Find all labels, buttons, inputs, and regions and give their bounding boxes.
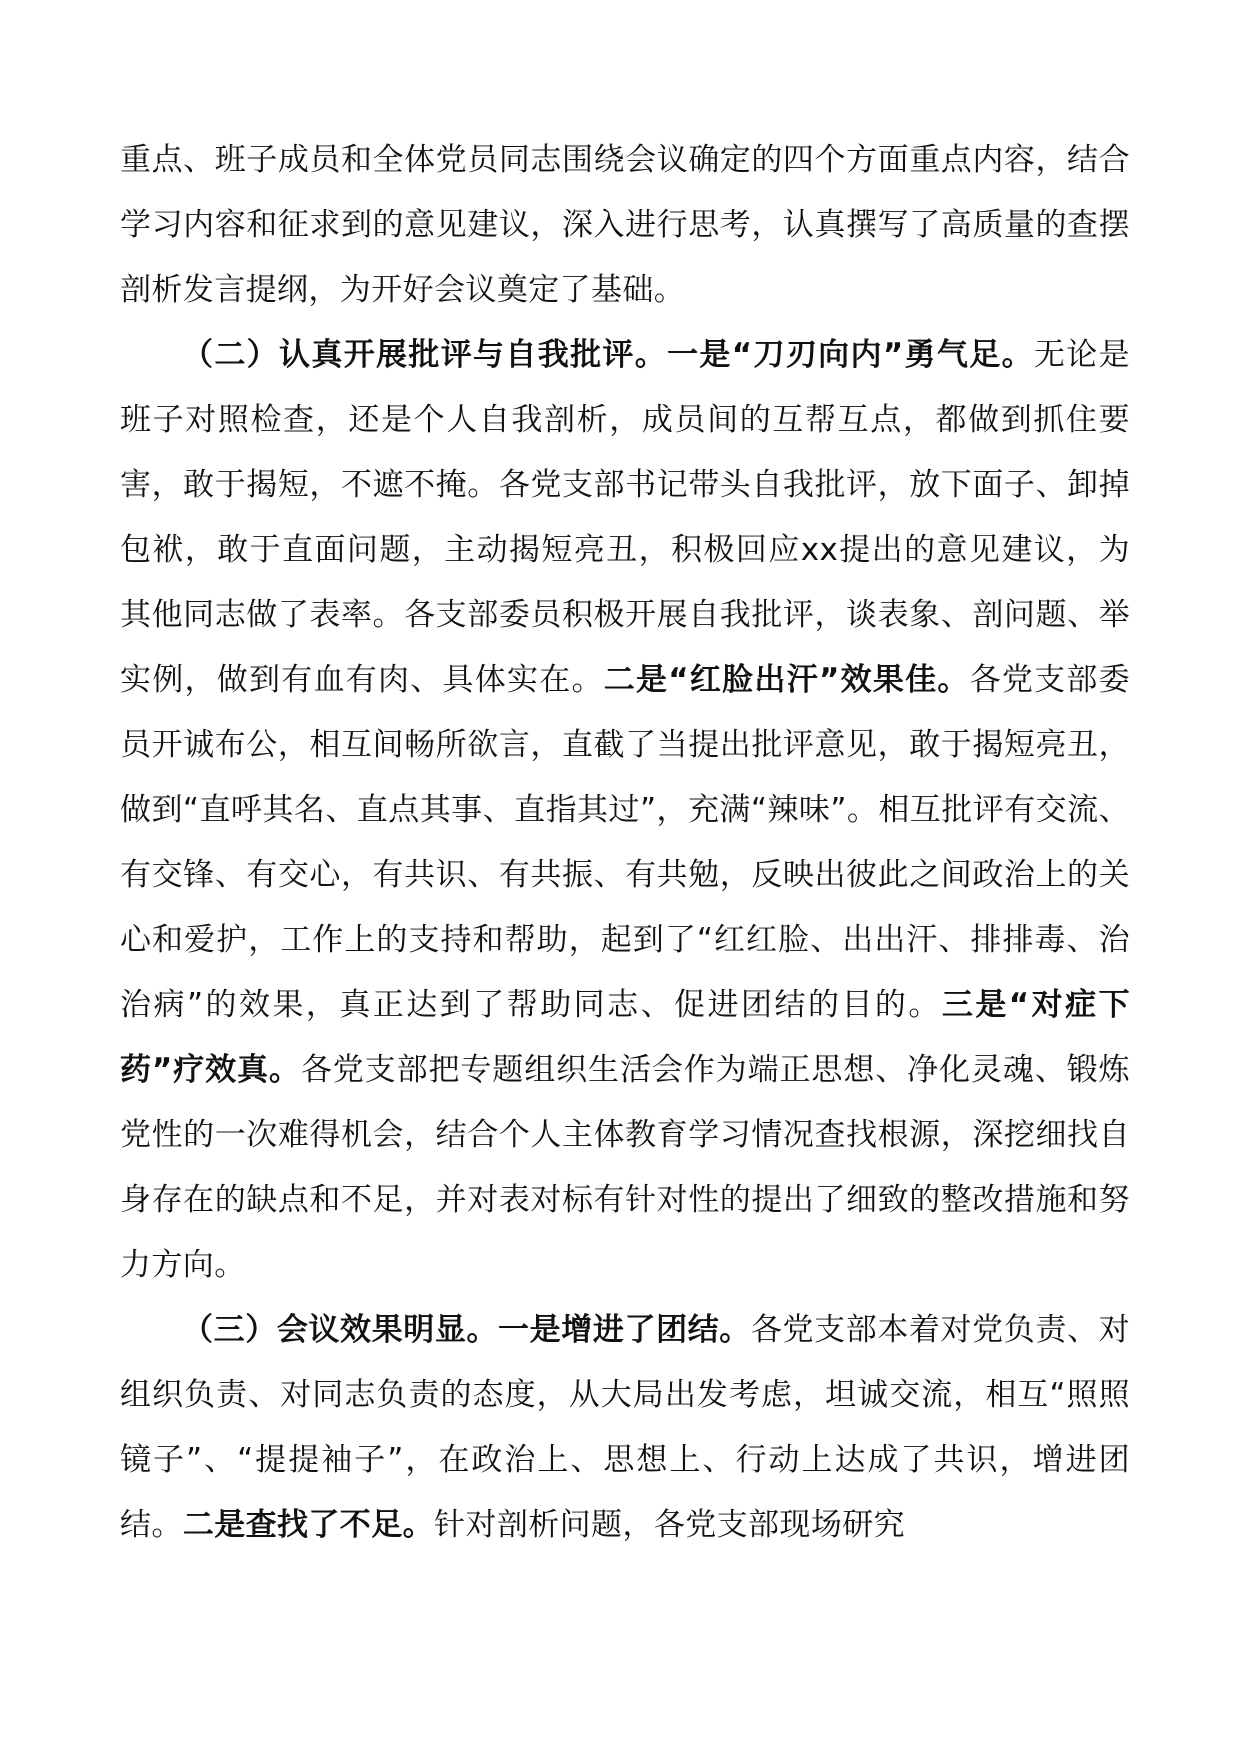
text-segment: 各党支部本着对党负责、对组织负责、对同志负责的态度，从大局出发考虑，坦诚交流，相互“照照镜子”、“提提袖子”，在政治上、思想上、行动上达成了共识，增进团结。 <box>120 1312 1130 1543</box>
text-segment: 无论是班子对照检查，还是个人自我剖析，成员间的互帮互点，都做到抓住要害，敢于揭短，不遮不掩。各党支部书记带头自我批评，放下面子、卸掉包袱，敢于直面问题，主动揭短亮丑，积极回应xx提出的意见建议，为其他同志做了表率。各支部委员积极开展自我批评，谈表象、剖问题、举实例，做到有血有肉、具体实在。 <box>120 337 1131 698</box>
paragraph-section-two <box>120 323 1130 1298</box>
point-heading-two: 二是“红脸出汗”效果佳。 <box>603 662 970 698</box>
text-segment: 各党支部把专题组织生活会作为端正思想、净化灵魂、锻炼党性的一次难得机会，结合个人主体教育学习情况查找根源，深挖细找自身存在的缺点和不足，并对表对标有针对性的提出了细致的整改措施和努力方向。 <box>120 1052 1130 1283</box>
paragraph-continuation <box>120 128 1130 323</box>
text-segment: 针对剖析问题，各党支部现场研究 <box>434 1507 906 1543</box>
paragraph-section-three <box>120 1298 1130 1558</box>
section-heading-two: （二）认真开展批评与自我批评。一是“刀刃向内”勇气足。 <box>182 337 1034 373</box>
section-heading-three: （三）会议效果明显。一是增进了团结。 <box>182 1312 751 1348</box>
text-segment: 各党支部委员开诚布公，相互间畅所欲言，直截了当提出批评意见，敢于揭短亮丑，做到“直呼其名、直点其事、直指其过”，充满“辣味”。相互批评有交流、有交锋、有交心，有共识、有共振、有共勉，反映出彼此之间政治上的关心和爱护，工作上的支持和帮助，起到了“红红脸、出出汗、排排毒、治治病”的效果，真正达到了帮助同志、促进团结的目的。 <box>120 662 1130 1023</box>
text-segment: 重点、班子成员和全体党员同志围绕会议确定的四个方面重点内容，结合学习内容和征求到的意见建议，深入进行思考，认真撰写了高质量的查摆剖析发言提纲，为开好会议奠定了基础。 <box>120 142 1130 308</box>
document-body <box>120 128 1130 1558</box>
point-heading-three: 三是“对症下药”疗效真。 <box>120 987 1130 1088</box>
point-heading-two: 二是查找了不足。 <box>182 1507 435 1543</box>
